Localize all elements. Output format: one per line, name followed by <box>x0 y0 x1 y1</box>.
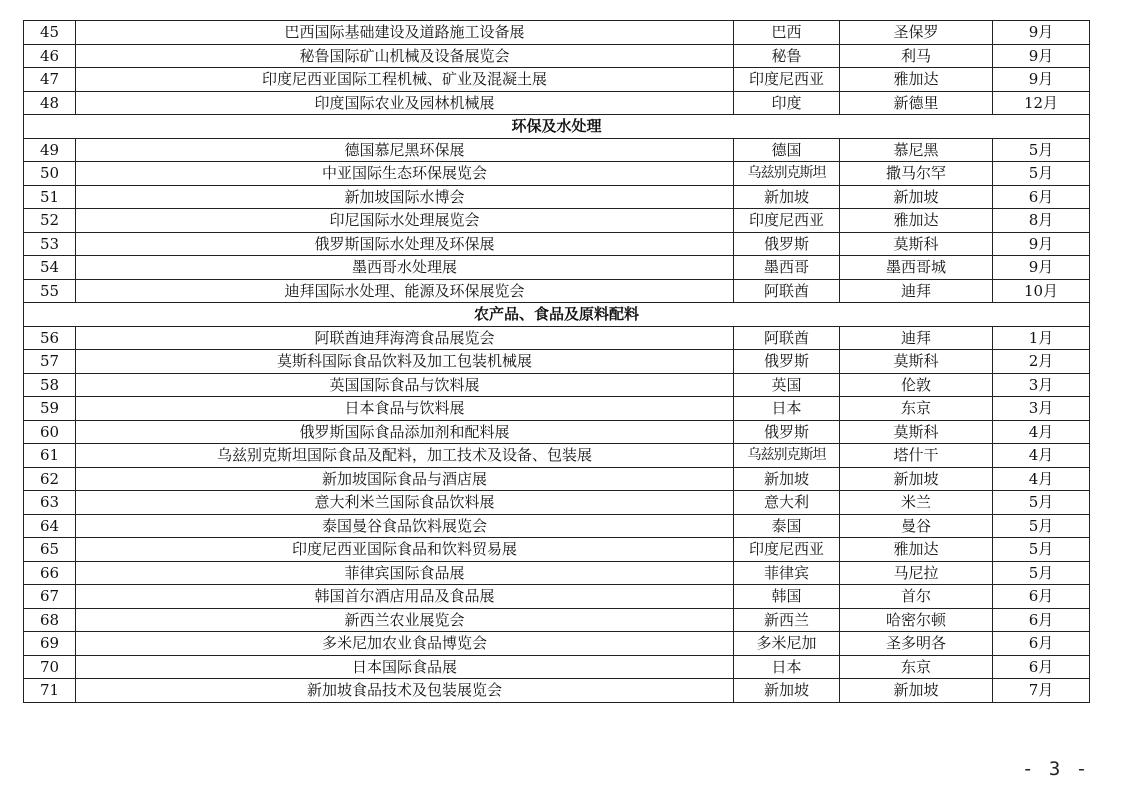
row-number-cell: 50 <box>24 162 76 186</box>
month-cell: 12月 <box>993 91 1090 115</box>
month-cell: 9月 <box>993 68 1090 92</box>
country-cell: 新加坡 <box>734 679 840 703</box>
country-cell: 意大利 <box>734 491 840 515</box>
exhibition-name-cell: 菲律宾国际食品展 <box>76 561 734 585</box>
exhibition-name-cell: 俄罗斯国际食品添加剂和配料展 <box>76 420 734 444</box>
month-cell: 5月 <box>993 561 1090 585</box>
exhibition-name-cell: 德国慕尼黑环保展 <box>76 138 734 162</box>
month-cell: 10月 <box>993 279 1090 303</box>
exhibition-name-cell: 英国国际食品与饮料展 <box>76 373 734 397</box>
table-row <box>24 655 1090 679</box>
exhibition-schedule-table <box>23 20 1090 703</box>
city-cell: 迪拜 <box>840 279 993 303</box>
month-cell: 2月 <box>993 350 1090 374</box>
row-number-cell: 56 <box>24 326 76 350</box>
city-cell: 东京 <box>840 655 993 679</box>
city-cell: 曼谷 <box>840 514 993 538</box>
month-cell: 6月 <box>993 632 1090 656</box>
table-row <box>24 420 1090 444</box>
exhibition-name-cell: 印度国际农业及园林机械展 <box>76 91 734 115</box>
city-cell: 圣保罗 <box>840 21 993 45</box>
month-cell: 5月 <box>993 538 1090 562</box>
exhibition-name-cell: 印度尼西亚国际食品和饮料贸易展 <box>76 538 734 562</box>
exhibition-name-cell: 中亚国际生态环保展览会 <box>76 162 734 186</box>
city-cell: 东京 <box>840 397 993 421</box>
row-number-cell: 65 <box>24 538 76 562</box>
table-row <box>24 467 1090 491</box>
country-cell: 印度尼西亚 <box>734 538 840 562</box>
row-number-cell: 57 <box>24 350 76 374</box>
exhibition-name-cell: 俄罗斯国际水处理及环保展 <box>76 232 734 256</box>
row-number-cell: 48 <box>24 91 76 115</box>
country-cell: 日本 <box>734 655 840 679</box>
month-cell: 5月 <box>993 138 1090 162</box>
table-row <box>24 91 1090 115</box>
row-number-cell: 70 <box>24 655 76 679</box>
row-number-cell: 51 <box>24 185 76 209</box>
row-number-cell: 54 <box>24 256 76 280</box>
country-cell: 多米尼加 <box>734 632 840 656</box>
row-number-cell: 63 <box>24 491 76 515</box>
section-title: 农产品、食品及原料配料 <box>24 303 1090 327</box>
city-cell: 新德里 <box>840 91 993 115</box>
table-row <box>24 373 1090 397</box>
table-row <box>24 162 1090 186</box>
city-cell: 新加坡 <box>840 679 993 703</box>
row-number-cell: 62 <box>24 467 76 491</box>
row-number-cell: 58 <box>24 373 76 397</box>
exhibition-name-cell: 新加坡国际水博会 <box>76 185 734 209</box>
city-cell: 新加坡 <box>840 185 993 209</box>
month-cell: 5月 <box>993 491 1090 515</box>
row-number-cell: 59 <box>24 397 76 421</box>
city-cell: 迪拜 <box>840 326 993 350</box>
row-number-cell: 64 <box>24 514 76 538</box>
row-number-cell: 60 <box>24 420 76 444</box>
table-row <box>24 561 1090 585</box>
row-number-cell: 55 <box>24 279 76 303</box>
city-cell: 雅加达 <box>840 209 993 233</box>
month-cell: 7月 <box>993 679 1090 703</box>
city-cell: 撒马尔罕 <box>840 162 993 186</box>
table-row <box>24 232 1090 256</box>
row-number-cell: 68 <box>24 608 76 632</box>
month-cell: 1月 <box>993 326 1090 350</box>
month-cell: 5月 <box>993 514 1090 538</box>
country-cell: 印度 <box>734 91 840 115</box>
table-row <box>24 279 1090 303</box>
table-row <box>24 350 1090 374</box>
exhibition-name-cell: 泰国曼谷食品饮料展览会 <box>76 514 734 538</box>
exhibition-name-cell: 新加坡国际食品与酒店展 <box>76 467 734 491</box>
city-cell: 首尔 <box>840 585 993 609</box>
country-cell: 墨西哥 <box>734 256 840 280</box>
exhibition-name-cell: 印度尼西亚国际工程机械、矿业及混凝土展 <box>76 68 734 92</box>
table-row <box>24 209 1090 233</box>
exhibition-name-cell: 阿联酋迪拜海湾食品展览会 <box>76 326 734 350</box>
city-cell: 利马 <box>840 44 993 68</box>
city-cell: 新加坡 <box>840 467 993 491</box>
city-cell: 塔什干 <box>840 444 993 468</box>
exhibition-name-cell: 巴西国际基础建设及道路施工设备展 <box>76 21 734 45</box>
row-number-cell: 46 <box>24 44 76 68</box>
country-cell: 阿联酋 <box>734 326 840 350</box>
table-row <box>24 138 1090 162</box>
row-number-cell: 52 <box>24 209 76 233</box>
city-cell: 米兰 <box>840 491 993 515</box>
exhibition-name-cell: 多米尼加农业食品博览会 <box>76 632 734 656</box>
month-cell: 6月 <box>993 608 1090 632</box>
row-number-cell: 53 <box>24 232 76 256</box>
city-cell: 雅加达 <box>840 538 993 562</box>
month-cell: 9月 <box>993 256 1090 280</box>
month-cell: 4月 <box>993 467 1090 491</box>
exhibition-name-cell: 印尼国际水处理展览会 <box>76 209 734 233</box>
city-cell: 雅加达 <box>840 68 993 92</box>
country-cell: 秘鲁 <box>734 44 840 68</box>
month-cell: 5月 <box>993 162 1090 186</box>
exhibition-name-cell: 新西兰农业展览会 <box>76 608 734 632</box>
country-cell: 韩国 <box>734 585 840 609</box>
exhibition-name-cell: 意大利米兰国际食品饮料展 <box>76 491 734 515</box>
country-cell: 新加坡 <box>734 185 840 209</box>
city-cell: 莫斯科 <box>840 232 993 256</box>
row-number-cell: 69 <box>24 632 76 656</box>
country-cell: 俄罗斯 <box>734 350 840 374</box>
table-row <box>24 444 1090 468</box>
month-cell: 4月 <box>993 444 1090 468</box>
table-body <box>24 21 1090 703</box>
city-cell: 莫斯科 <box>840 350 993 374</box>
country-cell: 俄罗斯 <box>734 232 840 256</box>
month-cell: 3月 <box>993 397 1090 421</box>
country-cell: 泰国 <box>734 514 840 538</box>
table-row <box>24 491 1090 515</box>
row-number-cell: 61 <box>24 444 76 468</box>
table-row <box>24 21 1090 45</box>
month-cell: 3月 <box>993 373 1090 397</box>
row-number-cell: 67 <box>24 585 76 609</box>
section-title: 环保及水处理 <box>24 115 1090 139</box>
country-cell: 巴西 <box>734 21 840 45</box>
table-row <box>24 44 1090 68</box>
city-cell: 圣多明各 <box>840 632 993 656</box>
month-cell: 6月 <box>993 585 1090 609</box>
row-number-cell: 71 <box>24 679 76 703</box>
table-row <box>24 679 1090 703</box>
exhibition-name-cell: 迪拜国际水处理、能源及环保展览会 <box>76 279 734 303</box>
country-cell: 印度尼西亚 <box>734 209 840 233</box>
table-row <box>24 632 1090 656</box>
table-row <box>24 256 1090 280</box>
exhibition-name-cell: 新加坡食品技术及包装展览会 <box>76 679 734 703</box>
country-cell: 俄罗斯 <box>734 420 840 444</box>
city-cell: 莫斯科 <box>840 420 993 444</box>
exhibition-name-cell: 日本食品与饮料展 <box>76 397 734 421</box>
exhibition-name-cell: 日本国际食品展 <box>76 655 734 679</box>
country-cell: 菲律宾 <box>734 561 840 585</box>
country-cell: 日本 <box>734 397 840 421</box>
section-header-row <box>24 115 1090 139</box>
table-row <box>24 585 1090 609</box>
row-number-cell: 45 <box>24 21 76 45</box>
month-cell: 6月 <box>993 185 1090 209</box>
row-number-cell: 66 <box>24 561 76 585</box>
table-row <box>24 514 1090 538</box>
exhibition-name-cell: 韩国首尔酒店用品及食品展 <box>76 585 734 609</box>
month-cell: 6月 <box>993 655 1090 679</box>
country-cell: 新西兰 <box>734 608 840 632</box>
table-row <box>24 326 1090 350</box>
month-cell: 9月 <box>993 21 1090 45</box>
country-cell: 印度尼西亚 <box>734 68 840 92</box>
city-cell: 慕尼黑 <box>840 138 993 162</box>
exhibition-name-cell: 秘鲁国际矿山机械及设备展览会 <box>76 44 734 68</box>
table-row <box>24 185 1090 209</box>
country-cell: 阿联酋 <box>734 279 840 303</box>
exhibition-name-cell: 墨西哥水处理展 <box>76 256 734 280</box>
page-number: - 3 - <box>1022 758 1090 780</box>
month-cell: 9月 <box>993 232 1090 256</box>
table-row <box>24 68 1090 92</box>
row-number-cell: 47 <box>24 68 76 92</box>
city-cell: 墨西哥城 <box>840 256 993 280</box>
city-cell: 伦敦 <box>840 373 993 397</box>
row-number-cell: 49 <box>24 138 76 162</box>
exhibition-name-cell: 莫斯科国际食品饮料及加工包装机械展 <box>76 350 734 374</box>
city-cell: 马尼拉 <box>840 561 993 585</box>
table-row <box>24 608 1090 632</box>
month-cell: 4月 <box>993 420 1090 444</box>
table-row <box>24 538 1090 562</box>
country-cell: 英国 <box>734 373 840 397</box>
country-cell: 新加坡 <box>734 467 840 491</box>
exhibition-name-cell: 乌兹别克斯坦国际食品及配料，加工技术及设备、包装展 <box>76 444 734 468</box>
country-cell: 乌兹别克斯坦 <box>734 444 840 468</box>
month-cell: 8月 <box>993 209 1090 233</box>
table-row <box>24 397 1090 421</box>
city-cell: 哈密尔顿 <box>840 608 993 632</box>
month-cell: 9月 <box>993 44 1090 68</box>
section-header-row <box>24 303 1090 327</box>
country-cell: 德国 <box>734 138 840 162</box>
country-cell: 乌兹别克斯坦 <box>734 162 840 186</box>
